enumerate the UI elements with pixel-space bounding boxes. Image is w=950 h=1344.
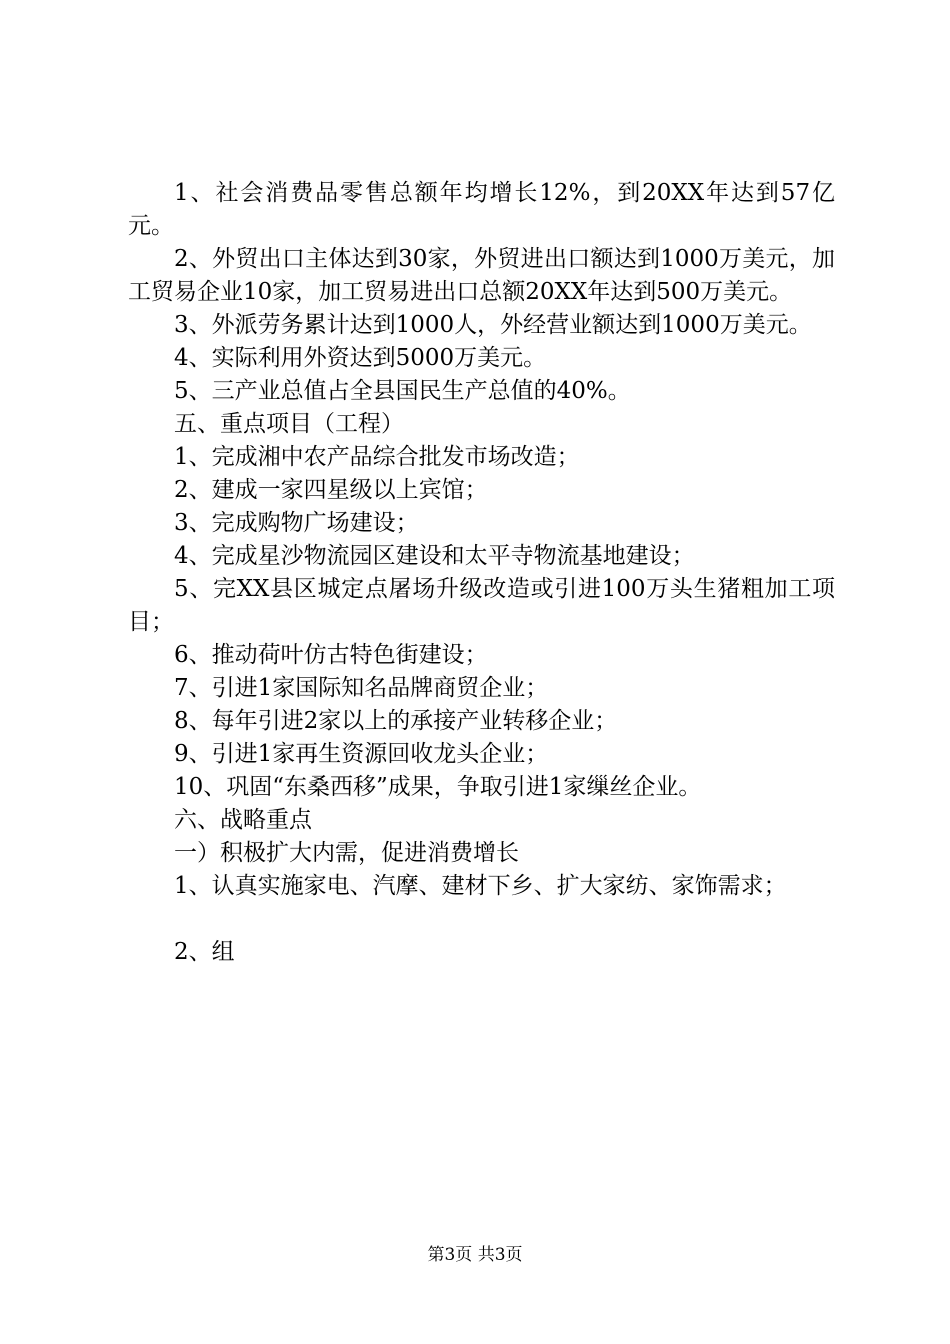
paragraph: 3、外派劳务累计达到1000人，外经营业额达到1000万美元。: [174, 312, 812, 338]
paragraph: 6、推动荷叶仿古特色街建设；: [174, 642, 488, 668]
paragraph: 10、巩固“东桑西移”成果，争取引进1家缫丝企业。: [174, 774, 702, 800]
paragraph: 2、建成一家四星级以上宾馆；: [174, 477, 488, 503]
paragraph: 3、完成购物广场建设；: [174, 510, 419, 536]
page-number-footer: 第3页 共3页: [427, 1245, 523, 1265]
subsection-heading: 一）积极扩大内需，促进消费增长: [174, 840, 519, 866]
document-body: [128, 177, 835, 969]
paragraph: 2、组: [174, 939, 235, 965]
paragraph: 1、认真实施家电、汽摩、建材下乡、扩大家纺、家饰需求；: [174, 873, 787, 899]
paragraph: 2、外贸出口主体达到30家，外贸进出口额达到1000万美元，加工贸易企业10家，加工贸易进出口总额20XX年达到500万美元。: [128, 246, 835, 305]
paragraph: 1、完成湘中农产品综合批发市场改造；: [174, 444, 580, 470]
paragraph: 7、引进1家国际知名品牌商贸企业；: [174, 675, 549, 701]
paragraph: 5、三产业总值占全县国民生产总值的40%。: [174, 378, 631, 404]
section-heading: 五、重点项目（工程）: [174, 411, 404, 437]
paragraph: 8、每年引进2家以上的承接产业转移企业；: [174, 708, 618, 734]
paragraph: 4、实际利用外资达到5000万美元。: [174, 345, 547, 371]
paragraph: 1、社会消费品零售总额年均增长12%，到20XX年达到57亿元。: [128, 180, 835, 239]
paragraph: 9、引进1家再生资源回收龙头企业；: [174, 741, 549, 767]
section-heading: 六、战略重点: [174, 807, 312, 833]
paragraph: 4、完成星沙物流园区建设和太平寺物流基地建设；: [174, 543, 695, 569]
paragraph: 5、完XX县区城定点屠场升级改造或引进100万头生猪粗加工项目；: [128, 576, 835, 635]
